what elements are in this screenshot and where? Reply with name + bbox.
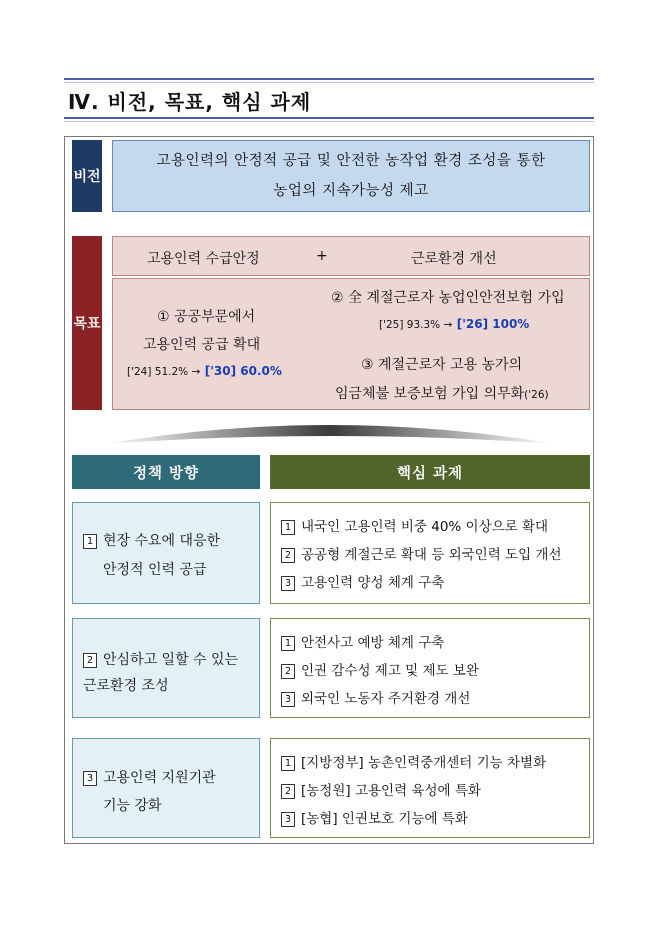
goal-right2-year: ('26) <box>524 389 549 401</box>
policy-1-text-1: 현장 수요에 대응한 <box>103 533 221 549</box>
task-1-3-number: 3 <box>281 576 295 591</box>
goal-tag: 목표 <box>72 236 102 410</box>
goal-right2-line-2 <box>335 383 549 403</box>
goal-left-metric <box>127 363 282 379</box>
goal-left-line-2: 고용인력 공급 확대 <box>143 337 261 353</box>
policy-1-number: 1 <box>83 534 97 549</box>
policy-box-2 <box>72 618 260 718</box>
vision-tag: 비전 <box>72 140 102 212</box>
goal-right1-from: ['25] 93.3% → <box>379 319 453 331</box>
vision-line-2: 농업의 지속가능성 제고 <box>273 183 429 199</box>
task-2-3 <box>281 687 470 707</box>
policy-3-number: 3 <box>83 771 97 786</box>
goal-body <box>112 278 590 410</box>
header-rule-bottom <box>64 117 594 119</box>
task-1-3 <box>281 571 444 591</box>
task-1-1 <box>281 515 548 535</box>
header-rule-top <box>64 78 594 80</box>
header-rule-bottom-thin <box>64 121 594 122</box>
goal-right1-metric <box>379 316 529 332</box>
policy-direction-header: 정책 방향 <box>72 455 260 489</box>
task-2-2-text: 인권 감수성 제고 및 제도 보완 <box>301 663 479 679</box>
vision-box <box>112 140 590 212</box>
policy-1-line-1 <box>83 530 220 550</box>
policy-box-1 <box>72 502 260 604</box>
core-tasks-header: 핵심 과제 <box>270 455 590 489</box>
policy-3-line-2: 기능 강화 <box>103 798 162 814</box>
task-2-1-text: 안전사고 예방 체계 구축 <box>301 635 445 651</box>
goal-head-right: 근로환경 개선 <box>411 251 497 267</box>
vision-line-1: 고용인력의 안정적 공급 및 안전한 농작업 환경 조성을 통한 <box>156 153 546 169</box>
policy-3-text-1: 고용인력 지원기관 <box>103 770 216 786</box>
goal-left-line-1: ① 공공부문에서 <box>157 309 256 325</box>
task-3-1-text: [지방정부] 농촌인력중개센터 기능 차별화 <box>301 755 547 771</box>
tasks-box-1 <box>270 502 590 604</box>
task-1-2 <box>281 543 562 563</box>
task-2-1-number: 1 <box>281 636 295 651</box>
task-2-1 <box>281 631 444 651</box>
goal-right1-to: ['26] 100% <box>456 317 530 331</box>
task-3-3 <box>281 807 468 827</box>
task-2-3-number: 3 <box>281 692 295 707</box>
task-2-2-number: 2 <box>281 664 295 679</box>
tasks-box-2 <box>270 618 590 718</box>
task-1-2-number: 2 <box>281 548 295 563</box>
task-3-1 <box>281 751 546 771</box>
task-2-2 <box>281 659 479 679</box>
policy-2-line-2: 근로환경 조성 <box>83 678 169 694</box>
header-rule-top-thin <box>64 82 594 83</box>
task-3-2 <box>281 779 481 799</box>
task-3-3-text: [농협] 인권보호 기능에 특화 <box>301 811 468 827</box>
task-3-1-number: 1 <box>281 756 295 771</box>
goal-left-to: ['30] 60.0% <box>204 364 282 378</box>
policy-2-line-1 <box>83 649 238 669</box>
task-3-2-text: [농정원] 고용인력 육성에 특화 <box>301 783 481 799</box>
goal-head-plus: + <box>316 248 328 264</box>
goal-header <box>112 236 590 276</box>
task-3-2-number: 2 <box>281 784 295 799</box>
section-title: Ⅳ. 비전, 목표, 핵심 과제 <box>68 90 312 114</box>
goal-right1-line: ② 全 계절근로자 농업인안전보험 가입 <box>331 290 565 306</box>
goal-head-left: 고용인력 수급안정 <box>147 251 260 267</box>
goal-right2-text: 임금체불 보증보험 가입 의무화 <box>335 386 525 402</box>
task-1-2-text: 공공형 계절근로 확대 등 외국인력 도입 개선 <box>301 547 562 563</box>
tasks-box-3 <box>270 738 590 838</box>
task-2-3-text: 외국인 노동자 주거환경 개선 <box>301 691 471 707</box>
task-1-1-number: 1 <box>281 520 295 535</box>
task-1-3-text: 고용인력 양성 체계 구축 <box>301 575 445 591</box>
task-1-1-text: 내국인 고용인력 비중 40% 이상으로 확대 <box>301 519 549 535</box>
goal-right2-line-1: ③ 계절근로자 고용 농가의 <box>361 357 523 373</box>
policy-2-text-1: 안심하고 일할 수 있는 <box>103 652 239 668</box>
task-3-3-number: 3 <box>281 812 295 827</box>
goal-left-from: ['24] 51.2% → <box>127 366 201 378</box>
transition-shade <box>104 414 556 450</box>
policy-2-number: 2 <box>83 653 97 668</box>
policy-1-line-2: 안정적 인력 공급 <box>103 562 207 578</box>
policy-box-3 <box>72 738 260 838</box>
policy-3-line-1 <box>83 767 216 787</box>
